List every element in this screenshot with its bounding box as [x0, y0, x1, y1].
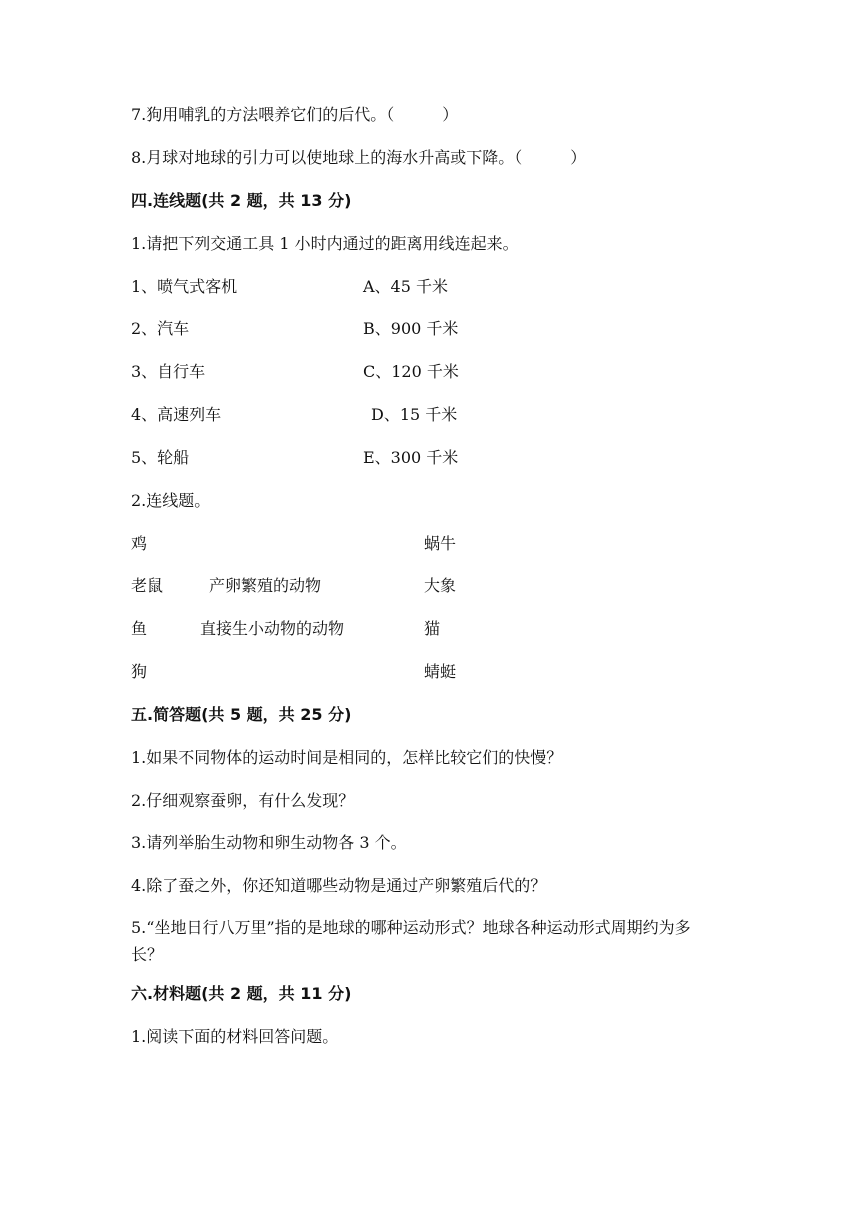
match-right-item: 蜻蜓 [424, 662, 457, 681]
judgement-item: 8.月球对地球的引力可以使地球上的海水升高或下降。（ ） [131, 148, 587, 167]
match-right-item: 大象 [424, 576, 457, 595]
match-right-item: E、300 千米 [363, 448, 459, 467]
match-left-item: 2、汽车 [131, 319, 190, 338]
match-left-item: 5、轮船 [131, 448, 190, 467]
match-right-item: B、900 千米 [363, 319, 459, 338]
match-left-item: 4、高速列车 [131, 405, 222, 424]
question-item: 4.除了蚕之外，你还知道哪些动物是通过产卵繁殖后代的？ [131, 876, 547, 895]
match-right-item: 蜗牛 [424, 534, 457, 553]
question-item: 5.“坐地日行八万里”指的是地球的哪种运动形式？地球各种运动形式周期约为多长？ [131, 918, 691, 964]
match-right-item: A、45 千米 [363, 277, 449, 296]
match-middle-item: 产卵繁殖的动物 [209, 576, 322, 595]
question-item: 1.如果不同物体的运动时间是相同的，怎样比较它们的快慢？ [131, 748, 563, 767]
question-prompt: 1.阅读下面的材料回答问题。 [131, 1027, 339, 1046]
match-middle-item: 直接生小动物的动物 [200, 619, 345, 638]
match-right-item: D、15 千米 [371, 405, 458, 424]
question-item: 2.仔细观察蚕卵，有什么发现？ [131, 791, 355, 810]
match-left-item: 老鼠 [131, 576, 164, 595]
section-heading: 六.材料题(共 2 题，共 11 分) [131, 984, 352, 1003]
match-left-item: 鸡 [131, 534, 148, 553]
question-prompt: 1.请把下列交通工具 1 小时内通过的距离用线连起来。 [131, 234, 519, 253]
question-prompt: 2.连线题。 [131, 491, 211, 510]
match-left-item: 1、喷气式客机 [131, 277, 238, 296]
match-right-item: 猫 [424, 619, 441, 638]
match-right-item: C、120 千米 [363, 362, 459, 381]
match-left-item: 3、自行车 [131, 362, 206, 381]
judgement-item: 7.狗用哺乳的方法喂养它们的后代。（ ） [131, 105, 459, 124]
match-left-item: 狗 [131, 662, 148, 681]
match-left-item: 鱼 [131, 619, 148, 638]
section-heading: 四.连线题(共 2 题，共 13 分) [131, 191, 352, 210]
question-item: 3.请列举胎生动物和卵生动物各 3 个。 [131, 833, 407, 852]
section-heading: 五.简答题(共 5 题，共 25 分) [131, 705, 352, 724]
